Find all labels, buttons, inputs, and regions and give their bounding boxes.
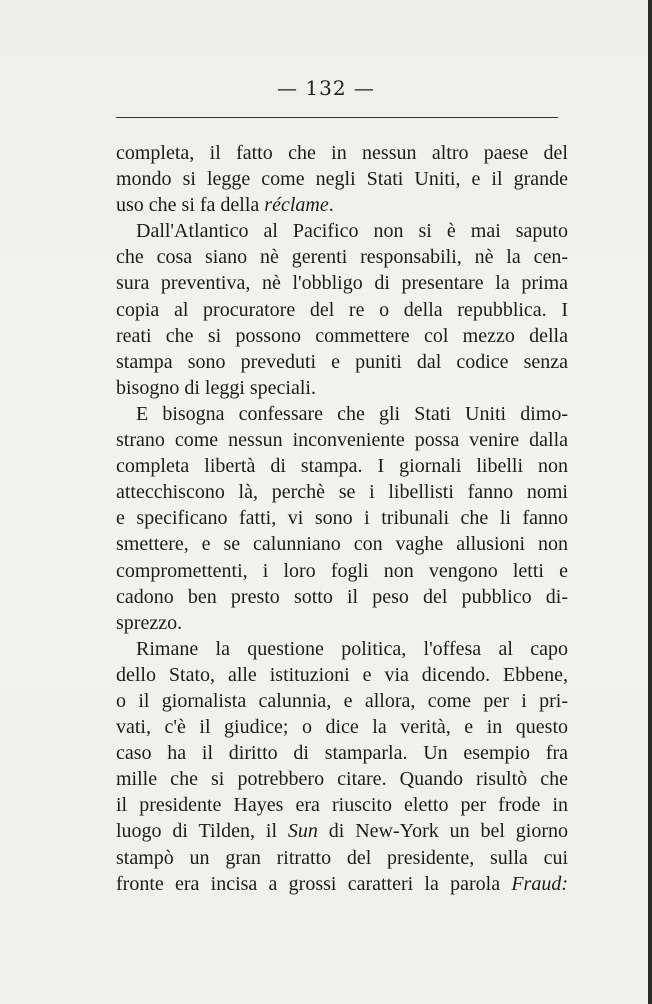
text-line: sura preventiva, nè l'obbligo di presentare la prima xyxy=(116,272,568,295)
text-segment: di New-York un bel giorno xyxy=(317,820,569,843)
text-line: completa libertà di stampa. I giornali libelli non xyxy=(116,455,568,478)
text-line: stampò un gran ritratto del presidente, sulla cui xyxy=(116,846,568,869)
text-segment: uso che si fa della xyxy=(116,194,265,217)
text-line: smettere, e se calunniano con vaghe allusioni non xyxy=(116,533,568,556)
text-segment: . xyxy=(328,194,334,217)
page-spine-edge xyxy=(648,0,652,1004)
page-number: — 132 — xyxy=(277,76,375,100)
paragraph-2 xyxy=(116,218,568,401)
text-line: completa, il fatto che in nessun altro paese del xyxy=(116,142,568,164)
text-line: strano come nessun inconveniente possa venire dalla xyxy=(116,429,568,452)
text-segment: fronte era incisa a grossi caratteri la parola xyxy=(116,872,512,895)
paragraph-4 xyxy=(116,636,568,897)
text-line: stampa sono preveduti e puniti dal codice senza xyxy=(116,350,568,373)
text-segment: luogo di Tilden, il xyxy=(116,820,288,843)
text-line: Dall'Atlantico al Pacifico non si è mai saputo xyxy=(136,220,568,243)
text-line: sprezzo. xyxy=(116,611,183,634)
text-line: dello Stato, alle istituzioni e via dicendo. Ebbene, xyxy=(116,663,568,686)
text-line xyxy=(116,192,568,218)
text-line: che cosa siano nè gerenti responsabili, nè la cen- xyxy=(116,246,568,269)
text-line xyxy=(116,871,568,897)
text-line: Rimane la questione politica, l'offesa al capo xyxy=(136,637,568,660)
text-line: caso ha il diritto di stamparla. Un esempio fra xyxy=(116,742,568,765)
text-line: compromettenti, i loro fogli non vengono letti e xyxy=(116,559,568,582)
italic-word-fraud: Fraud: xyxy=(511,872,568,895)
text-line: o il giornalista calunnia, e allora, come per i pri- xyxy=(116,689,568,712)
body-text xyxy=(116,140,568,897)
text-line: reati che si possono commettere col mezzo della xyxy=(116,324,568,347)
text-line: mondo si legge come negli Stati Uniti, e il grande xyxy=(116,168,568,191)
header-rule xyxy=(116,117,558,118)
text-line: copia al procuratore del re o della repubblica. I xyxy=(116,298,568,321)
italic-word-reclame: réclame xyxy=(264,194,329,217)
text-line: mille che si potrebbero citare. Quando risultò che xyxy=(116,768,568,791)
text-line: cadono ben presto sotto il peso del pubblico di- xyxy=(116,585,568,608)
text-line: attecchiscono là, perchè se i libellisti fanno nomi xyxy=(116,481,568,504)
text-line: vati, c'è il giudice; o dice la verità, e in questo xyxy=(116,716,568,739)
paragraph-3 xyxy=(116,401,568,636)
italic-word-sun: Sun xyxy=(287,820,318,843)
text-line xyxy=(116,818,568,844)
text-line: il presidente Hayes era riuscito eletto per frode in xyxy=(116,794,568,817)
text-line: E bisogna confessare che gli Stati Uniti dimo- xyxy=(136,402,568,425)
text-line: bisogno di leggi speciali. xyxy=(116,376,316,399)
text-line: e specificano fatti, vi sono i tribunali che li fanno xyxy=(116,507,568,530)
paragraph-1 xyxy=(116,140,568,218)
